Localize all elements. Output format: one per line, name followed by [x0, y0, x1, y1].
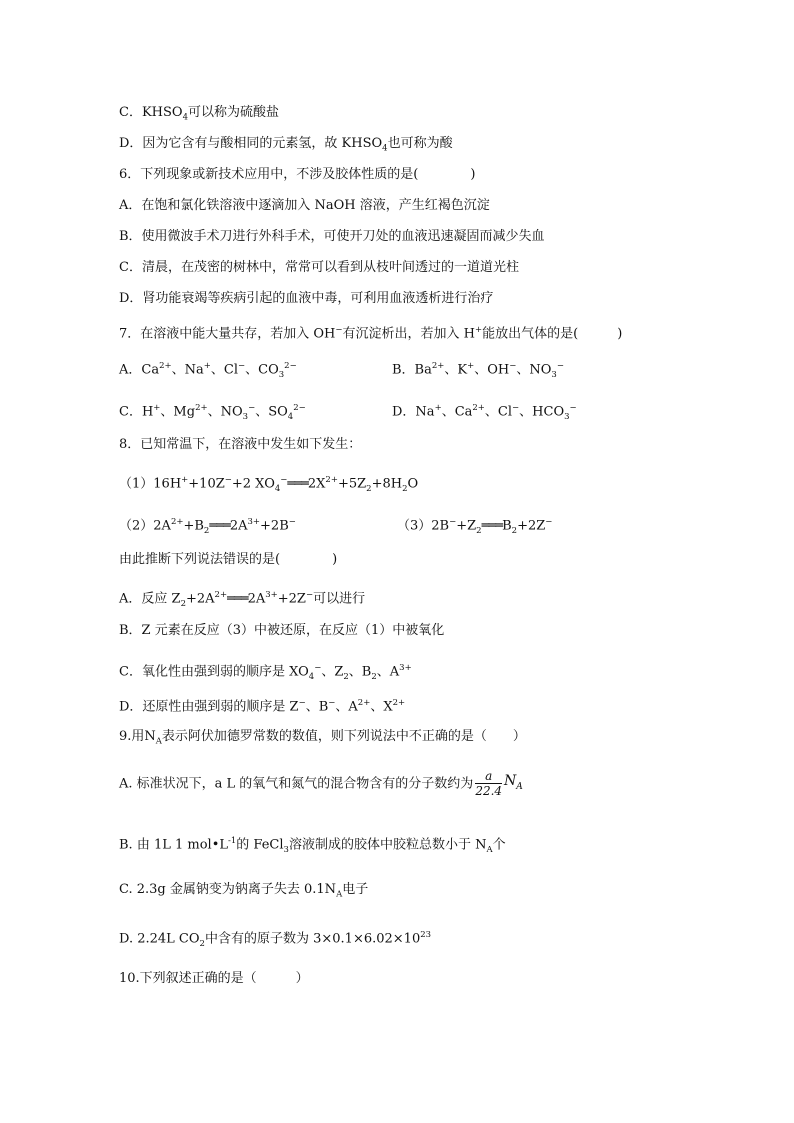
q8-reaction-2: $(2)2A^{2+}+B_2═══2A^{3+}+2B^-$: [119, 517, 296, 536]
q10-stem: 10.下列叙述正确的是（ ）: [119, 971, 309, 986]
q9-option-a: A. 标准状况下，a L 的氧气和氮气的混合物含有的分子数约为 $\frac{a}{22.4}$ $N_A$: [119, 769, 523, 798]
q7-option-c: C．H+、$Mg^{2+}$、$NO_3^-$、$SO_4^{2-}$: [119, 403, 306, 422]
q8-option-a: A．反应 $Z_2+2A^{2+}═══2A^{3+}+2Z^-$可以进行: [119, 590, 366, 609]
q8-option-b: B．Z 元素在反应（3）中被还原，在反应（1）中被氧化: [119, 623, 445, 638]
q8-conclusion: 由此推断下列说法错误的是( ): [119, 552, 338, 567]
q8-option-d: D．还原性由强到弱的顺序是 Z−、B−、$A^{2+}$、$X^{2+}$: [119, 698, 406, 715]
q7-option-b: B．$Ba^{2+}$、K+、OH−、$NO_3^-$: [392, 361, 564, 380]
fraction-a-over-22-4: $\frac{a}{22.4}$: [475, 769, 503, 798]
q7-stem: 7．在溶液中能大量共存，若加入 OH−有沉淀析出，若加入 H+能放出气体的是( ): [119, 325, 623, 342]
q5-option-c: C．$KHSO_4$可以称为硫酸盐: [119, 105, 279, 123]
q6-option-b: B．使用微波手术刀进行外科手术，可使开刀处的血液迅速凝固而减少失血: [119, 229, 545, 244]
q8-reaction-3: $(3)2B^-+Z_2═══B_2+2Z^-$: [397, 517, 553, 536]
q8-stem: 8．已知常温下，在溶液中发生如下发生：: [119, 437, 362, 452]
q9-option-b: B. 由 1L 1 $mol•L^{-1}$的 FeCl$_3$溶液制成的胶体中胶粒总数小于 $N_A$个: [119, 836, 506, 855]
q9-stem: 9.用$N_A$表示阿伏加德罗常数的数值，则下列说法中不正确的是（ ）: [119, 729, 526, 747]
q9-option-d: D. 2.24L $CO_2$中含有的原子数为 $3\times 0.1\times 6.02\times 10^{23}$: [119, 930, 432, 949]
q7-option-d: D．Na+、$Ca^{2+}$、Cl−、$HCO_3^-$: [392, 403, 577, 422]
q8-reaction-1: （1）16H++10Z−+2 $XO_4^-═══2X^{2+}+5Z_2+8H_2O$: [119, 475, 419, 494]
q9-option-c: C. 2.3g 金属钠变为钠离子失去 $0.1N_A$电子: [119, 882, 369, 900]
q5-option-d: D．因为它含有与酸相同的元素氢，故 $KHSO_4$也可称为酸: [119, 136, 453, 154]
q6-option-c: C．清晨，在茂密的树林中，常常可以看到从枝叶间透过的一道道光柱: [119, 260, 519, 275]
q7-option-a: A．$Ca^{2+}$、Na+、Cl−、$CO_3^{2-}$: [119, 361, 297, 380]
q6-option-d: D．肾功能衰竭等疾病引起的血液中毒，可利用血液透析进行治疗: [119, 291, 494, 306]
q8-option-c: C．氧化性由强到弱的顺序是 $XO_4^-$、$Z_2$、$B_2$、$A^{3+}$: [119, 663, 412, 682]
q6-option-a: A．在饱和氯化铁溶液中逐滴加入 NaOH 溶液，产生红褐色沉淀: [119, 198, 490, 213]
q6-stem: 6．下列现象或新技术应用中，不涉及胶体性质的是( ): [119, 167, 476, 182]
